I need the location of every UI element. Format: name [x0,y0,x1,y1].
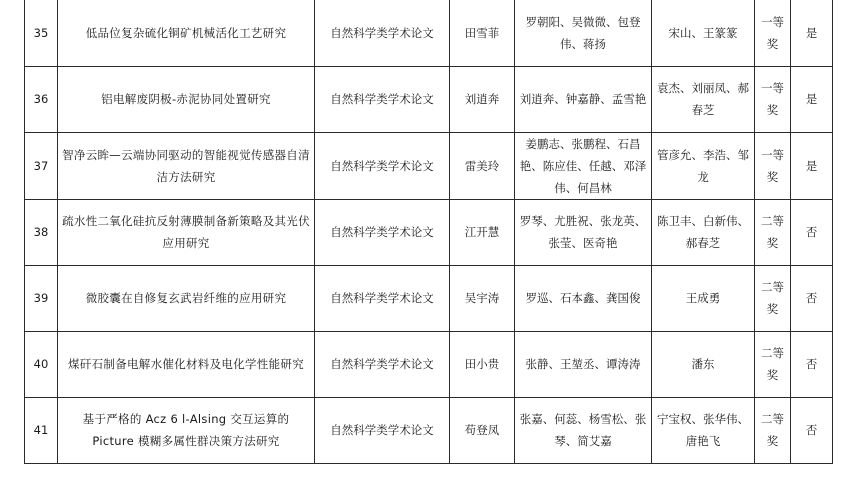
member-names: 罗朝阳、吴微微、包登伟、蒋扬 [515,0,652,66]
leader-name: 江开慧 [450,199,515,265]
row-number: 41 [25,397,58,463]
award-level: 二等奖 [755,199,791,265]
recommend-flag: 否 [791,331,833,397]
project-title: 煤矸石制备电解水催化材料及电化学性能研究 [58,331,315,397]
project-category: 自然科学类学术论文 [315,265,450,331]
recommend-flag: 是 [791,0,833,66]
leader-name: 雷美玲 [450,132,515,199]
project-title: 基于严格的 Acz 6 l-Alsing 交互运算的 Picture 模糊多属性群决策方法研究 [58,397,315,463]
project-title: 低品位复杂硫化铜矿机械活化工艺研究 [58,0,315,66]
row-number: 38 [25,199,58,265]
row-number: 37 [25,132,58,199]
recommend-flag: 否 [791,265,833,331]
project-category: 自然科学类学术论文 [315,0,450,66]
leader-name: 刘逍奔 [450,66,515,132]
table-row [25,265,833,331]
leader-name: 田雪菲 [450,0,515,66]
award-level: 一等奖 [755,0,791,66]
award-table [24,0,833,464]
table-row [25,66,833,132]
member-names: 罗巡、石本鑫、龚国俊 [515,265,652,331]
row-number: 39 [25,265,58,331]
recommend-flag: 否 [791,199,833,265]
recommend-flag: 是 [791,66,833,132]
table-row [25,397,833,463]
row-number: 36 [25,66,58,132]
leader-name: 吴宇涛 [450,265,515,331]
project-title: 铝电解废阴极-赤泥协同处置研究 [58,66,315,132]
award-level: 二等奖 [755,265,791,331]
advisor-names: 陈卫丰、白新伟、郝春芝 [652,199,755,265]
recommend-flag: 否 [791,397,833,463]
member-names: 罗琴、尤胜祝、张龙英、张莹、医奇艳 [515,199,652,265]
project-title: 疏水性二氧化硅抗反射薄膜制备新策略及其光伏应用研究 [58,199,315,265]
advisor-names: 袁杰、刘丽凤、郝春芝 [652,66,755,132]
project-category: 自然科学类学术论文 [315,331,450,397]
award-level: 二等奖 [755,331,791,397]
table-row [25,199,833,265]
leader-name: 苟登凤 [450,397,515,463]
project-category: 自然科学类学术论文 [315,132,450,199]
member-names: 姜鹏志、张鹏程、石昌艳、陈应佳、任越、邓泽伟、何昌林 [515,132,652,199]
project-category: 自然科学类学术论文 [315,199,450,265]
advisor-names: 潘东 [652,331,755,397]
table-row [25,132,833,199]
row-number: 40 [25,331,58,397]
advisor-names: 宋山、王篆篆 [652,0,755,66]
member-names: 张嘉、何蕊、杨雪松、张琴、简艾嘉 [515,397,652,463]
award-level: 一等奖 [755,66,791,132]
advisor-names: 宁宝权、张华伟、唐艳飞 [652,397,755,463]
award-level: 二等奖 [755,397,791,463]
table-row [25,0,833,66]
table-row [25,331,833,397]
project-category: 自然科学类学术论文 [315,397,450,463]
advisor-names: 管彦允、李浩、邹龙 [652,132,755,199]
recommend-flag: 是 [791,132,833,199]
member-names: 刘逍奔、钟嘉静、孟雪艳 [515,66,652,132]
advisor-names: 王成勇 [652,265,755,331]
project-title: 智净云眸—云端协同驱动的智能视觉传感器自清洁方法研究 [58,132,315,199]
leader-name: 田小贵 [450,331,515,397]
award-level: 一等奖 [755,132,791,199]
project-title: 微胶囊在自修复玄武岩纤维的应用研究 [58,265,315,331]
project-category: 自然科学类学术论文 [315,66,450,132]
row-number: 35 [25,0,58,66]
member-names: 张静、王堃丞、谭涛涛 [515,331,652,397]
